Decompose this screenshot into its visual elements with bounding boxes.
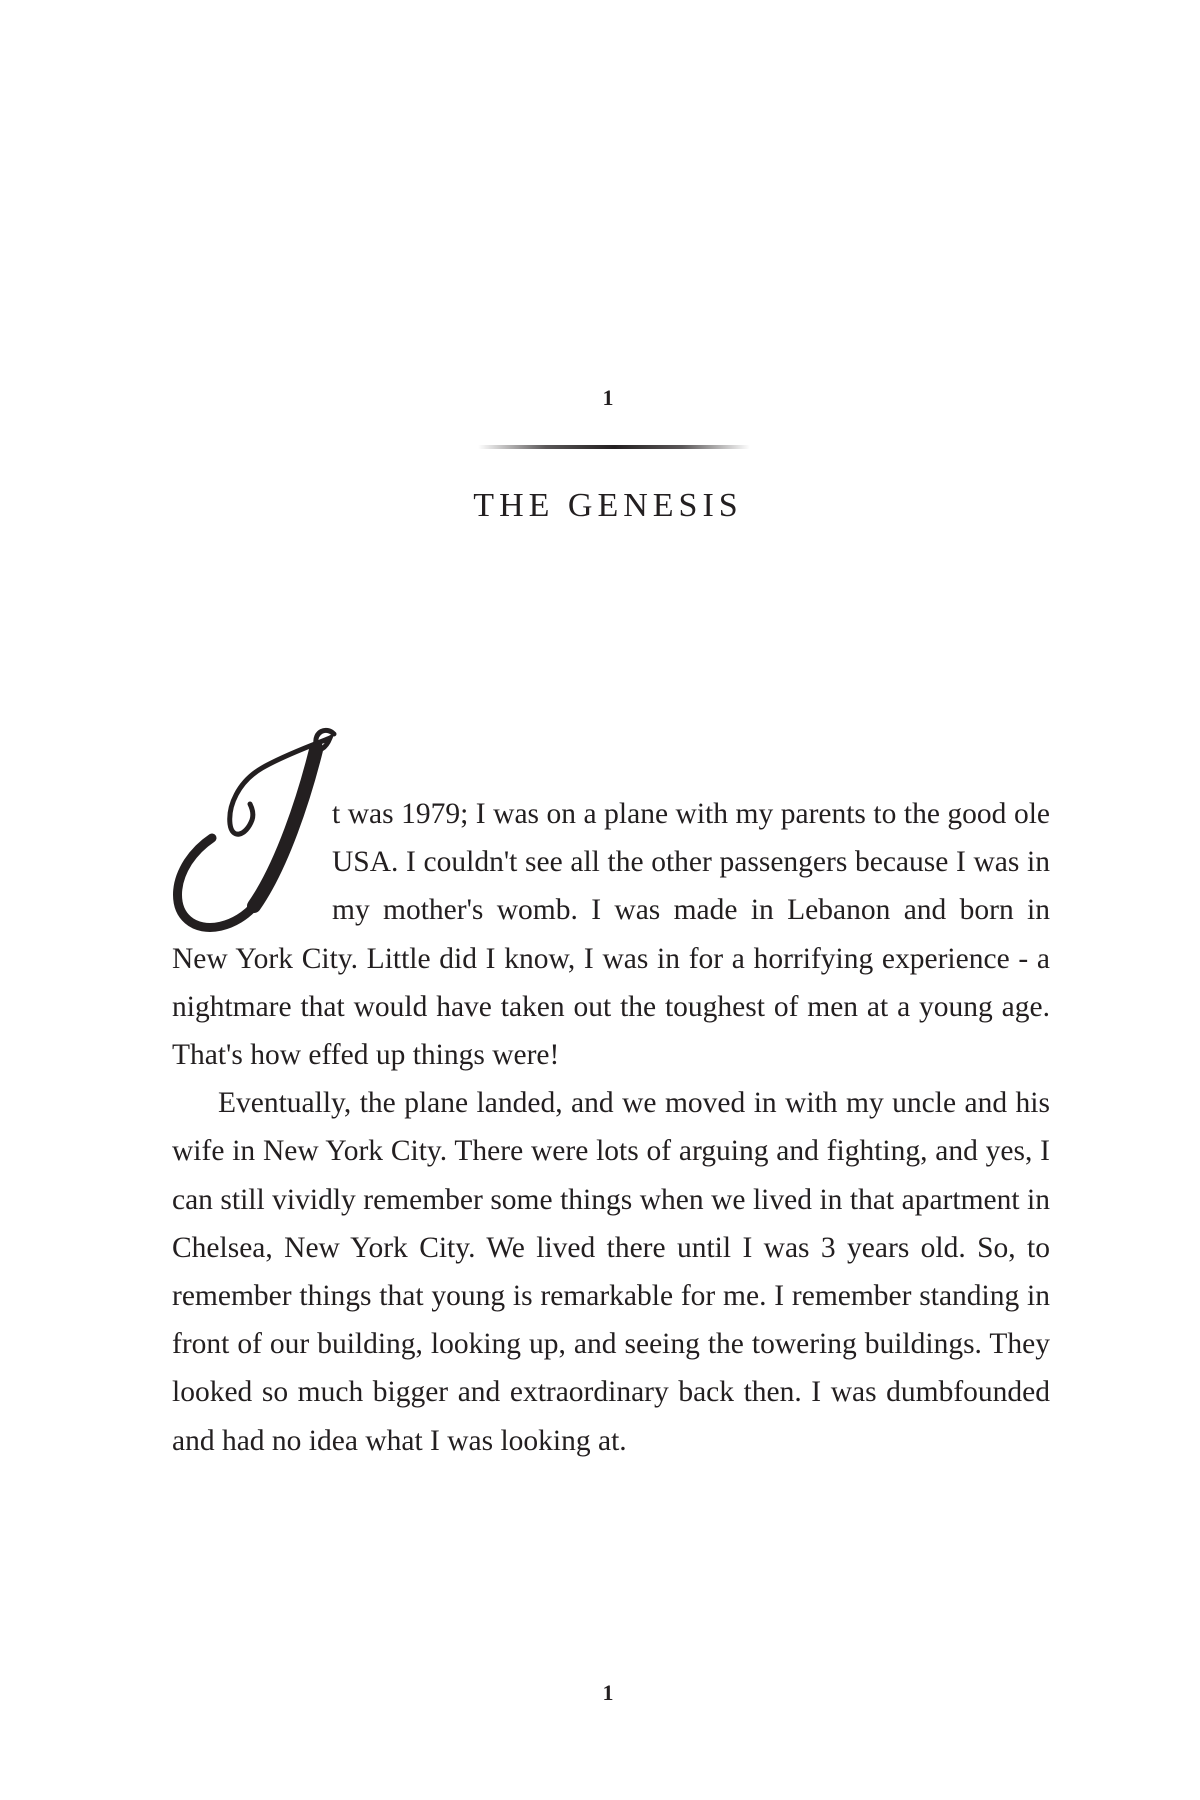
chapter-number: 1 <box>602 385 614 410</box>
chapter-body <box>172 790 1050 1465</box>
paragraph-1-text: t was 1979; I was on a plane with my parents to the good ole USA. I couldn't see all the other passengers because I was in my mother's womb. I was made in Lebanon and born in New York City. Little did I know, I was in for a horrifying experience - a nightmare that would have taken out the toughest of men at a young age. That's how effed up things were! <box>172 798 1050 1072</box>
chapter-title: THE GENESIS <box>473 487 743 524</box>
chapter-divider-rule <box>478 445 750 449</box>
page-number: 1 <box>602 1680 614 1705</box>
script-i-glyph-icon <box>166 724 341 934</box>
paragraph-2: Eventually, the plane landed, and we moved in with my uncle and his wife in New York City. There were lots of arguing and fighting, and yes, I can still vividly remember some things when we lived in that apartment in Chelsea, New York City. We lived there until I was 3 years old. So, to remember things that young is remarkable for me. I remember standing in front of our building, looking up, and seeing the towering buildings. They looked so much bigger and extraordinary back then. I was dumbfounded and had no idea what I was looking at. <box>172 1087 1050 1457</box>
drop-cap-script-i-icon <box>166 794 326 934</box>
paragraph-1 <box>172 790 1050 1079</box>
